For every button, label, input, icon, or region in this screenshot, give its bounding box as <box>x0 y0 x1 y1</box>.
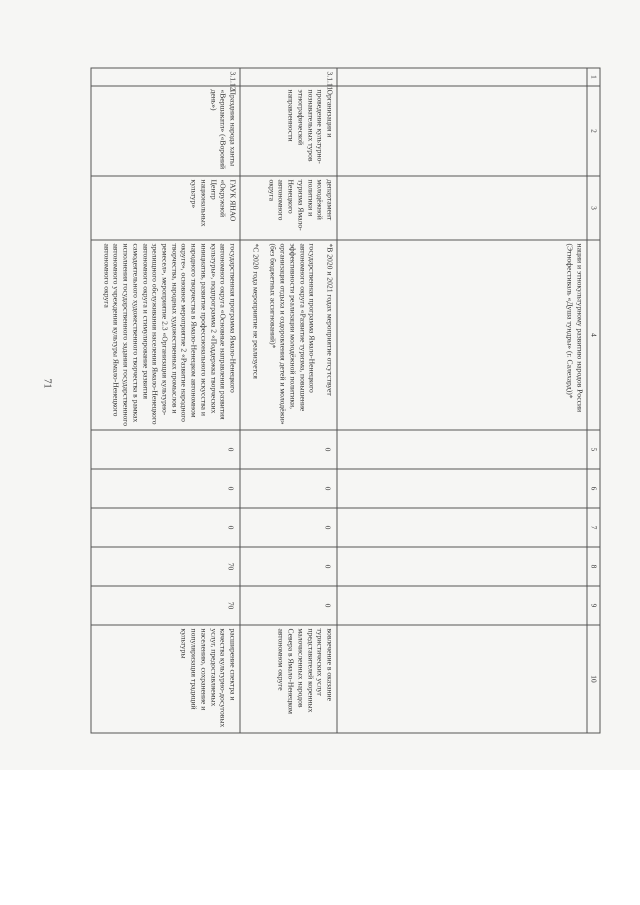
table-row-continuation <box>337 68 587 733</box>
header-cell: 4 <box>587 240 600 430</box>
cell-event: Праздник народа ханты «Вершакатл» («Вороний день») <box>91 86 240 176</box>
header-cell: 10 <box>587 625 600 733</box>
header-cell: 1 <box>587 68 600 86</box>
cell-value <box>337 508 587 547</box>
cell-result <box>337 625 587 733</box>
rotated-table-container <box>90 68 600 733</box>
cell-value: 0 <box>91 508 240 547</box>
cell-result: вовлечение в оказание туристических услуг представителей коренных малочисленных народов Севера в Ямало-Ненецком автономном округе <box>240 625 337 733</box>
cell-result: расширение спектра и качества культурно-досуговых услуг, предоставляемых населению, сохранение и популяризация традиций культуры <box>91 625 240 733</box>
measures-table <box>90 68 600 734</box>
cell-value <box>337 547 587 586</box>
table-row <box>240 68 337 733</box>
cell-event <box>337 86 587 176</box>
cell-number: 3.1.11. <box>240 68 337 86</box>
cell-value: 0 <box>240 547 337 586</box>
cell-value: 0 <box>240 430 337 469</box>
program-text: нации и этнокультурному развитию народов России (Этнофестиваль «Душа тундры» (г. Салехард))* <box>565 243 584 413</box>
header-cell: 3 <box>587 176 600 240</box>
cell-executor: департамент молодёжной политики и туризма Ямало-Ненецкого автономного округа <box>240 176 337 240</box>
header-row <box>587 68 600 733</box>
cell-value: 0 <box>240 469 337 508</box>
cell-program <box>240 240 337 430</box>
header-cell: 8 <box>587 547 600 586</box>
cell-number <box>337 68 587 86</box>
header-cell: 6 <box>587 469 600 508</box>
cell-number: 3.1.12. <box>91 68 240 86</box>
cell-value: 70 <box>91 547 240 586</box>
header-cell: 2 <box>587 86 600 176</box>
page-number: 71 <box>41 378 53 389</box>
cell-value: 0 <box>240 586 337 625</box>
cell-value: 0 <box>240 508 337 547</box>
cell-program <box>337 240 587 430</box>
table-row <box>91 68 240 733</box>
cell-value: 70 <box>91 586 240 625</box>
cell-program <box>91 240 240 430</box>
cell-event: Организация и проведение культурно-познавательных туров этнографической направленности <box>240 86 337 176</box>
header-cell: 5 <box>587 430 600 469</box>
program-note: *С 2020 года мероприятие не реализуется <box>250 243 260 379</box>
program-text: государственная программа Ямало-Ненецкого автономного округа «Развитие туризма, повышение эффективности реализации молодёжной политики, организация отдыха и оздоровления детей и молодёжи» (без бюджетных ассигнований)* <box>268 243 317 425</box>
cell-value: 0 <box>91 430 240 469</box>
cell-value <box>337 430 587 469</box>
cell-value: 0 <box>91 469 240 508</box>
cell-value <box>337 469 587 508</box>
program-text: государственная программа Ямало-Ненецкого автономного округа «Основные направления развития культуры», подпрограмма 2 «Поддержка творческих инициатив, развитие профессионального искусства и народного творчества в Ямало-Ненецком автономном округе», основное мероприятие 2 «Развитие народного творчества, народных художественных промыслов и ремесел», мероприятие 2.3 «Организация культурно-зрелищного обслуживания населения Ямало-Ненецкого автономного округа и стимулирование развития самодеятельного художественного творчества в рамках исполнения государственного задания государственного автономного учреждения культуры Ямало-Ненецкого автономного округа <box>101 243 238 427</box>
cell-executor <box>337 176 587 240</box>
cell-value <box>337 586 587 625</box>
program-note: *В 2020 и 2021 годах мероприятие отсутствует <box>325 243 335 396</box>
header-cell: 9 <box>587 586 600 625</box>
cell-executor: ГАУК ЯНАО «Окружной Центр национальных культур» <box>91 176 240 240</box>
header-cell: 7 <box>587 508 600 547</box>
